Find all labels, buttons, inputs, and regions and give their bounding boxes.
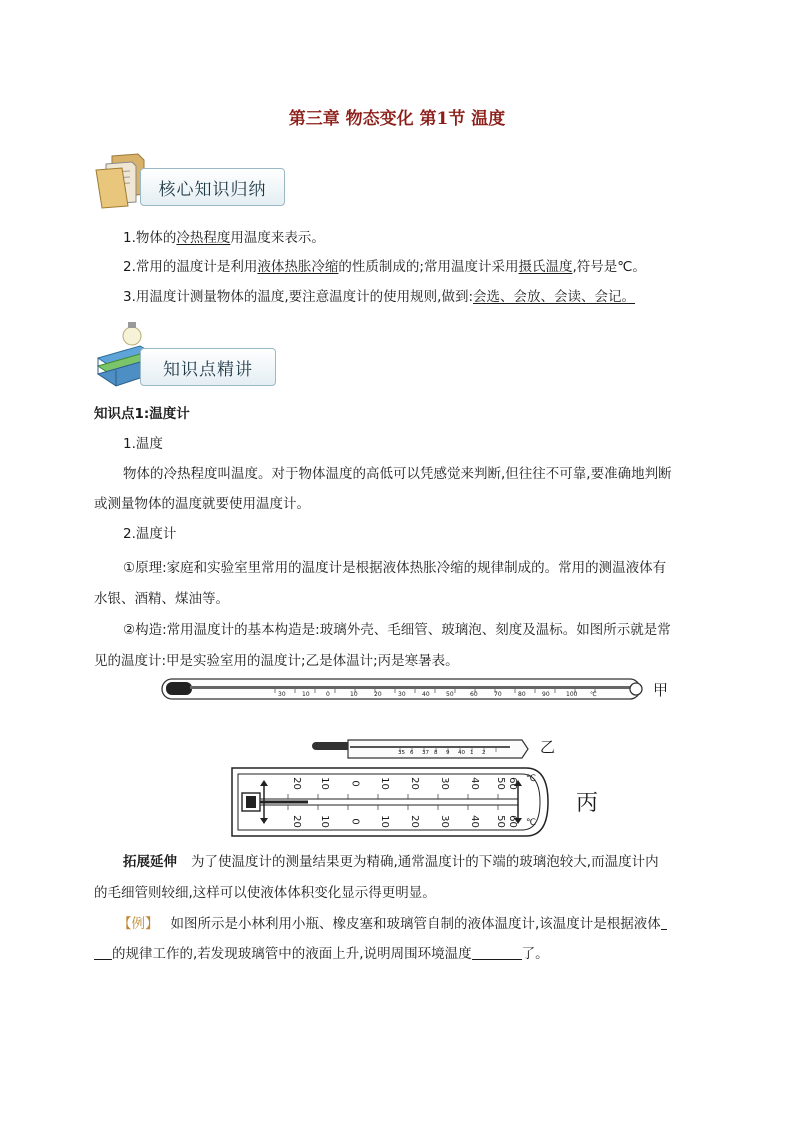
lab-thermometer [160, 676, 654, 702]
scale-tick: 20 [408, 777, 420, 790]
kp1-heading: 知识点1:温度计 [94, 406, 190, 422]
kp1-sub-temperature: 1.温度 [123, 436, 163, 452]
scale-tick: 40 [468, 777, 480, 790]
scale-tick: 37 [422, 750, 429, 756]
scale-tick: 40 [468, 815, 480, 828]
scale-tick: 60 [506, 815, 518, 828]
scale-tick: 20 [374, 691, 382, 698]
max-min-scale-top [290, 772, 537, 794]
scale-tick: 30 [438, 777, 450, 790]
scale-tick: 40 [422, 691, 430, 698]
scale-tick: 80 [518, 691, 526, 698]
summary-item-3: 3.用温度计测量物体的温度,要注意温度计的使用规则,做到:会选、会放、会读、会记。 [123, 289, 636, 305]
scale-tick: 35 [398, 750, 405, 756]
scale-tick: 60 [506, 777, 518, 790]
max-min-scale-bottom [290, 810, 537, 832]
scale-tick: 40 [458, 750, 465, 756]
extension-line1: 拓展延伸 为了使温度计的测量结果更为精确,通常温度计的下端的玻璃泡较大,而温度计内 [123, 854, 659, 870]
answer-blank-1a[interactable] [661, 915, 667, 930]
scale-tick: 50 [494, 777, 506, 790]
scale-tick: 50 [446, 691, 454, 698]
extension-line2: 的毛细管则较细,这样可以使液体体积变化显示得更明显。 [94, 885, 436, 901]
clinical-thermometer [310, 738, 530, 760]
lab-thermometer-scale [278, 691, 604, 698]
scale-tick: 100 [566, 691, 578, 698]
scale-tick: 30 [398, 691, 406, 698]
scale-tick: 6 [410, 750, 414, 756]
scale-tick: 20 [290, 815, 302, 828]
kp1-para1-line2: 或测量物体的温度就要使用温度计。 [94, 496, 310, 512]
scale-tick: 10 [302, 691, 310, 698]
scale-tick: 2 [482, 750, 486, 756]
scale-tick: 1 [470, 750, 474, 756]
kp1-structure-line2: 见的温度计:甲是实验室用的温度计;乙是体温计;丙是寒暑表。 [94, 653, 459, 669]
section-banner-summary: 核心知识归纳 [140, 168, 285, 206]
scale-tick: 0 [326, 691, 330, 698]
label-jia: 甲 [653, 681, 669, 699]
scale-tick: 10 [318, 777, 330, 790]
summary-item-2: 2.常用的温度计是利用液体热胀冷缩的性质制成的;常用温度计采用摄氏温度,符号是℃。 [123, 259, 646, 275]
scale-tick: 30 [438, 815, 450, 828]
scale-tick: 0 [349, 780, 361, 787]
kp1-structure-line1: ②构造:常用温度计的基本构造是:玻璃外壳、毛细管、玻璃泡、刻度及温标。如图所示就是常 [123, 622, 671, 638]
scale-tick: 70 [494, 691, 502, 698]
scale-tick: ℃ [590, 691, 597, 698]
section-banner-lecture: 知识点精讲 [140, 348, 276, 386]
answer-blank-1b[interactable] [94, 945, 112, 960]
kp1-principle-line1: ①原理:家庭和实验室里常用的温度计是根据液体热胀冷缩的规律制成的。常用的测温液体有 [123, 560, 667, 576]
scale-tick: 60 [470, 691, 478, 698]
scale-tick: 10 [350, 691, 358, 698]
label-yi: 乙 [540, 738, 556, 756]
scale-tick: 50 [494, 815, 506, 828]
example-line1: 【例】 如图所示是小林利用小瓶、橡皮塞和玻璃管自制的液体温度计,该温度计是根据液体 [118, 914, 794, 934]
unit-celsius-bottom: ℃ [526, 818, 537, 828]
summary-item-1: 1.物体的冷热程度用温度来表示。 [123, 230, 325, 246]
max-min-thermometer [228, 766, 550, 838]
example-line2: 的规律工作的,若发现玻璃管中的液面上升,说明周围环境温度 了。 [94, 944, 794, 964]
clinical-thermometer-scale [398, 750, 494, 756]
kp1-para1-line1: 物体的冷热程度叫温度。对于物体温度的高低可以凭感觉来判断,但往往不可靠,要准确地判断 [123, 466, 672, 482]
example-label: 【例】 [118, 916, 159, 932]
page-title: 第三章 物态变化 第1节 温度 [288, 109, 506, 129]
scale-tick: 10 [378, 777, 390, 790]
scale-tick: 10 [318, 815, 330, 828]
scale-tick: 0 [349, 818, 361, 825]
answer-blank-2[interactable] [472, 945, 522, 960]
label-bing: 丙 [576, 791, 599, 816]
scale-tick: 90 [542, 691, 550, 698]
scale-tick: 10 [378, 815, 390, 828]
kp1-principle-line2: 水银、酒精、煤油等。 [94, 591, 229, 607]
scale-tick: 30 [278, 691, 286, 698]
scale-tick: 8 [434, 750, 438, 756]
scale-tick: 9 [446, 750, 450, 756]
kp1-sub-thermometer: 2.温度计 [123, 526, 177, 542]
scale-tick: 20 [408, 815, 420, 828]
unit-celsius-top: ℃ [526, 774, 537, 784]
scale-tick: 20 [290, 777, 302, 790]
extension-label: 拓展延伸 [123, 854, 177, 870]
